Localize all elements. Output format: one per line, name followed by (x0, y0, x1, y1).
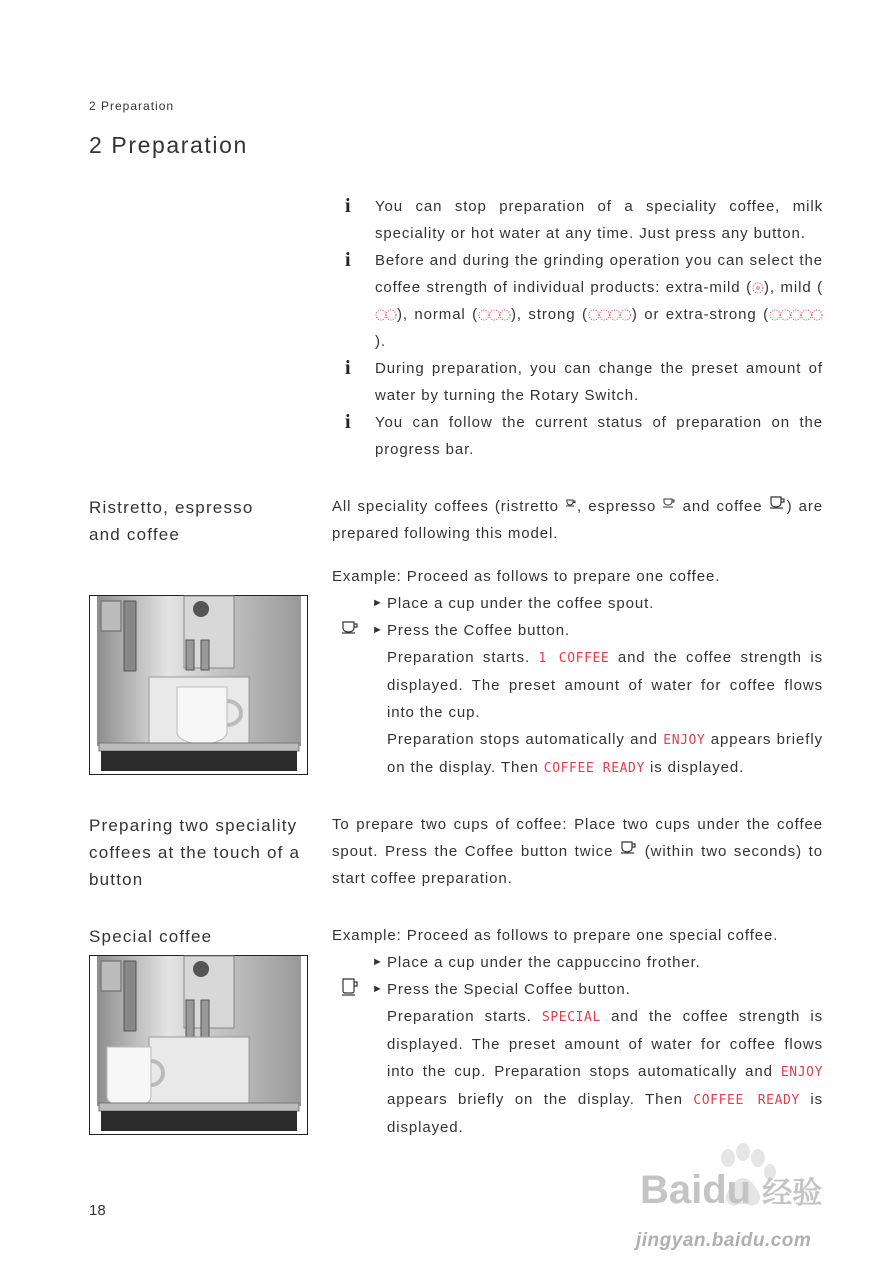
special-coffee-button-icon (340, 977, 360, 997)
coffee-machine-illustration (89, 955, 308, 1135)
section-heading-special: Special coffee (89, 927, 213, 946)
text-part: To prepare two cups of coffee: Place two cups under the coffee spout. Press the Coffee button twice (332, 816, 823, 860)
note-text: You can follow the current status of preparation on the progress bar. (375, 414, 823, 458)
step-text: Press the Coffee button. (387, 622, 571, 639)
coffee-cup-icon (769, 496, 787, 510)
bean-icon-5 (769, 309, 823, 321)
arrow-icon: ► (372, 983, 384, 995)
heading-line: Ristretto, espresso (89, 498, 254, 517)
step-item (372, 590, 823, 617)
info-icon: i (345, 249, 352, 271)
section-heading-ristretto (89, 494, 254, 548)
watermark-url: jingyan.baidu.com (636, 1230, 812, 1251)
step-item (372, 976, 823, 1003)
text-part: appears briefly on the display. Then (387, 731, 823, 776)
special-steps (372, 949, 823, 1141)
two-cups-text (332, 811, 823, 892)
section-heading-two-cups (89, 812, 300, 893)
note-text-part: ), mild ( (763, 279, 823, 296)
text-part: and the coffee strength is displayed. The preset amount of water for coffee flows into the cup. (387, 649, 824, 721)
info-icon: i (345, 357, 352, 379)
display-text: ENJOY (663, 733, 706, 748)
bean-icon-4 (588, 309, 632, 321)
text-part: is displayed. (644, 759, 745, 776)
watermark-brand (640, 1168, 822, 1213)
coffee-machine-illustration (89, 595, 308, 775)
heading-line: and coffee (89, 525, 181, 544)
running-header: 2 Preparation (89, 99, 175, 113)
note-text-part: ). (375, 333, 386, 350)
bean-icon-1 (752, 282, 764, 294)
heading-line: button (89, 870, 144, 889)
arrow-icon: ► (372, 956, 384, 968)
info-icon: i (345, 195, 352, 217)
text-part: Preparation starts. (387, 649, 539, 666)
text-part: Preparation stops automatically and (387, 731, 664, 748)
text-part: (within two seconds) to start coffee preparation. (332, 843, 823, 887)
display-text: SPECIAL (541, 1010, 601, 1025)
note-text-part: ), normal ( (397, 306, 479, 323)
info-note (345, 409, 823, 463)
arrow-icon: ► (372, 624, 384, 636)
text-part: ) are prepared following this model. (332, 498, 823, 542)
bean-icon-3 (478, 309, 511, 321)
display-text: COFFEE READY (543, 761, 645, 776)
text-part: and the coffee strength is displayed. The preset amount of water for coffee flows into the cup. Preparation stops automatically and (387, 1008, 823, 1080)
step-text: Place a cup under the coffee spout. (387, 595, 655, 612)
coffee-button-icon (340, 620, 360, 636)
espresso-cup-icon (662, 497, 676, 509)
note-text-part: ) or extra-strong ( (631, 306, 769, 323)
step-text: Press the Special Coffee button. (387, 981, 631, 998)
bean-icon-2 (375, 309, 397, 321)
info-notes (345, 193, 823, 463)
display-text: ENJOY (780, 1065, 823, 1080)
page-number: 18 (89, 1202, 106, 1219)
ristretto-steps (372, 590, 823, 782)
watermark-cn-text: 经验 (762, 1177, 823, 1210)
arrow-icon: ► (372, 597, 384, 609)
step-item (372, 617, 823, 644)
info-note (345, 193, 823, 247)
info-icon: i (345, 411, 352, 433)
coffee-cup-icon (620, 841, 638, 855)
heading-line: coffees at the touch of a (89, 843, 301, 862)
info-note (345, 355, 823, 409)
ristretto-example: Example: Proceed as follows to prepare one coffee. (332, 568, 721, 585)
step-text: Place a cup under the cappuccino frother. (387, 954, 701, 971)
ristretto-cup-icon (565, 497, 577, 509)
note-text: During preparation, you can change the preset amount of water by turning the Rotary Switch. (375, 360, 823, 404)
step-detail (372, 1003, 823, 1141)
text-part: is displayed. (387, 1091, 824, 1136)
text-part: , espresso (577, 498, 663, 515)
display-text: 1 COFFEE (538, 651, 610, 666)
text-part: All speciality coffees (ristretto (332, 498, 566, 515)
text-part: Preparation starts. (387, 1008, 542, 1025)
heading-line: Preparing two speciality (89, 816, 298, 835)
step-detail (372, 644, 823, 726)
info-note (345, 247, 823, 355)
note-text: You can stop preparation of a speciality coffee, milk speciality or hot water at any time. Just press any button. (375, 198, 823, 242)
text-part: and coffee (676, 498, 769, 515)
step-item (372, 949, 823, 976)
note-text-part: Before and during the grinding operation you can select the coffee strength of individual products: extra-mild ( (375, 252, 823, 296)
note-text-part: ), strong ( (511, 306, 588, 323)
page-title: 2 Preparation (89, 132, 248, 158)
note-text (375, 247, 823, 355)
text-part: appears briefly on the display. Then (387, 1091, 694, 1108)
special-example: Example: Proceed as follows to prepare one special coffee. (332, 927, 779, 944)
display-text: COFFEE READY (693, 1093, 800, 1108)
ristretto-intro (332, 493, 823, 547)
step-detail (372, 726, 823, 782)
watermark-brand-text: Baidu (640, 1168, 752, 1212)
